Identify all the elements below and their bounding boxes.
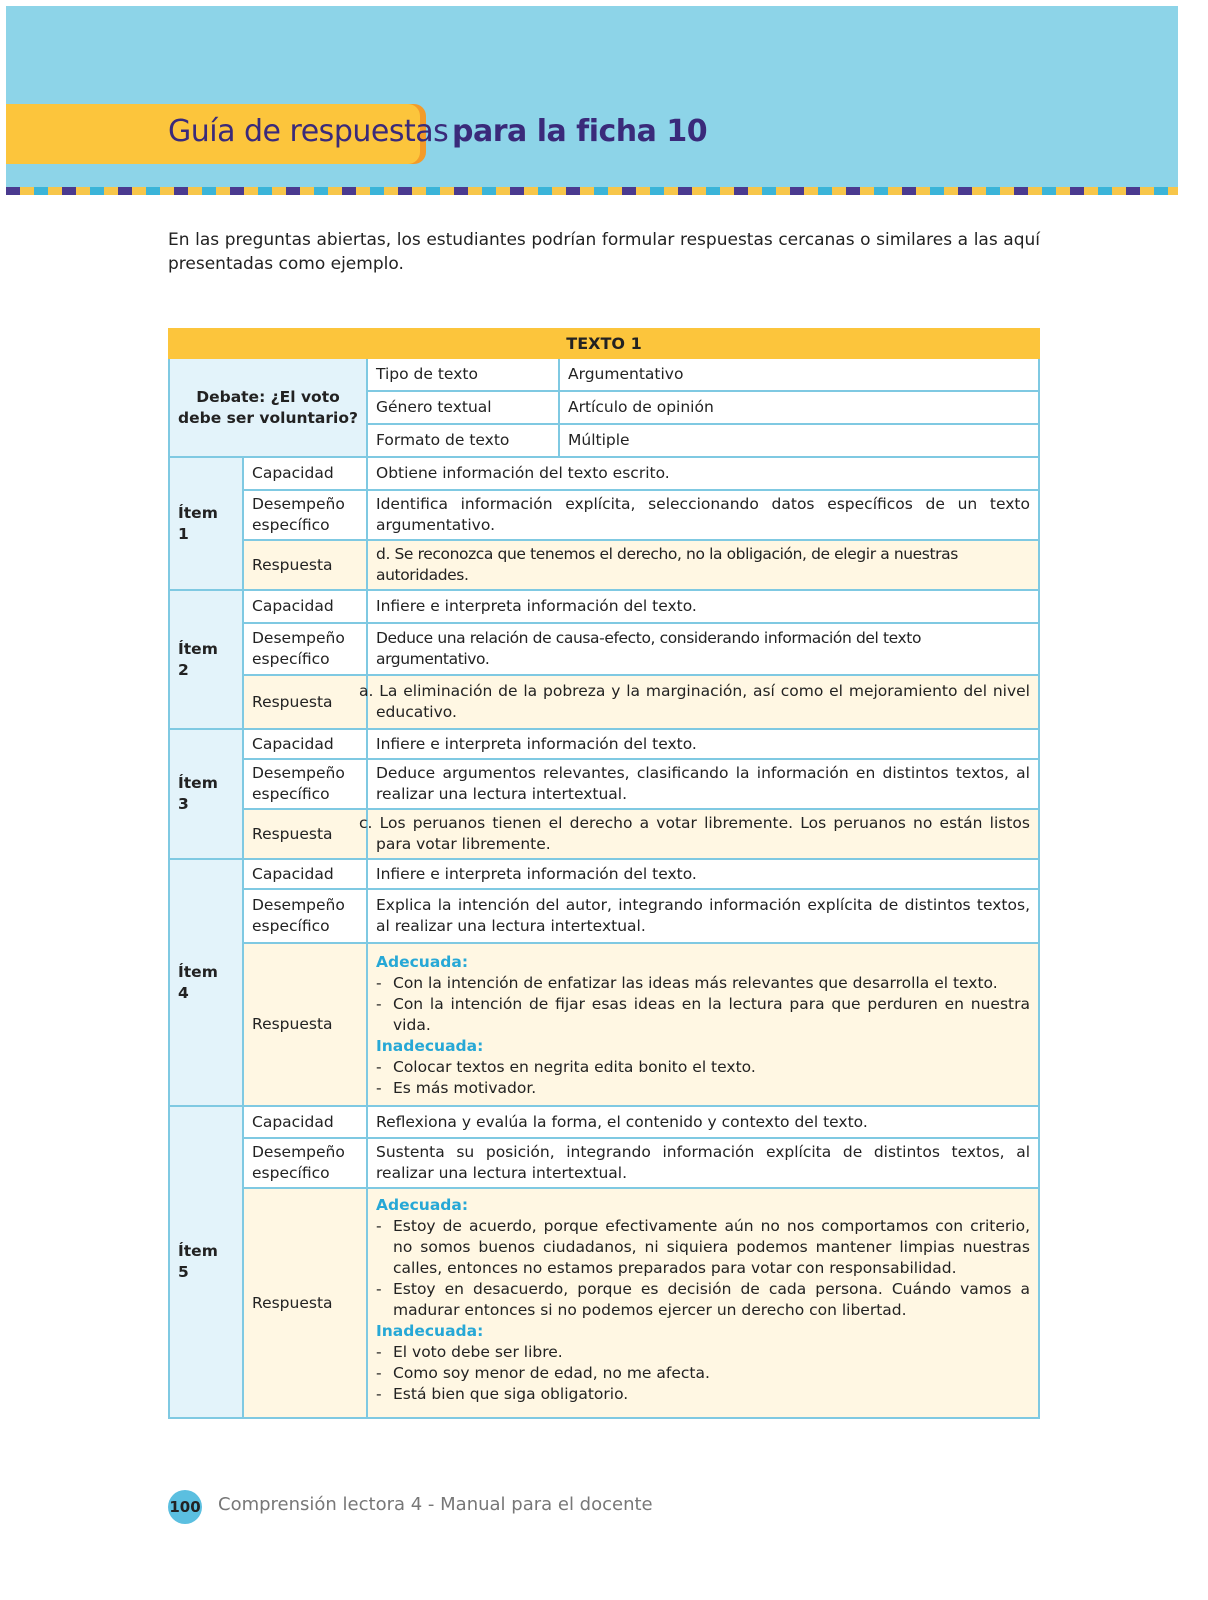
adecuada-list <box>376 1216 1030 1321</box>
item-5-desempeno: Sustenta su posición, integrando información explícita de distintos textos, al realizar una lectura intertextual. <box>367 1138 1039 1188</box>
row-label-respuesta: Respuesta <box>243 675 367 729</box>
row-label-capacidad: Capacidad <box>243 729 367 759</box>
inadecuada-list <box>376 1057 1030 1099</box>
page-number: 100 <box>168 1490 202 1524</box>
meta-value: Múltiple <box>559 424 1039 457</box>
meta-label: Tipo de texto <box>367 358 559 391</box>
item-4-desempeno: Explica la intención del autor, integrando información explícita de distintos textos, al realizar una lectura intertextual. <box>367 889 1039 943</box>
header-banner <box>6 6 1178 194</box>
item-5-capacidad: Reflexiona y evalúa la forma, el contenido y contexto del texto. <box>367 1106 1039 1138</box>
item-3-capacidad: Infiere e interpreta información del texto. <box>367 729 1039 759</box>
meta-label: Formato de texto <box>367 424 559 457</box>
answer-table <box>168 328 1040 1419</box>
item-4-respuesta <box>367 943 1039 1106</box>
list-item: - Con la intención de enfatizar las ideas más relevantes que desarrolla el texto. <box>376 973 1030 994</box>
list-item: - Está bien que siga obligatorio. <box>376 1384 1030 1405</box>
item-5-respuesta <box>367 1188 1039 1418</box>
list-item: - Es más motivador. <box>376 1078 1030 1099</box>
page-title: Guía de respuestas <box>168 114 449 149</box>
adecuada-list <box>376 973 1030 1036</box>
row-label-capacidad: Capacidad <box>243 1106 367 1138</box>
meta-value: Argumentativo <box>559 358 1039 391</box>
debate-title: Debate: ¿El voto debe ser voluntario? <box>169 358 367 457</box>
page-subtitle: para la ficha 10 <box>452 114 708 149</box>
footer-text: Comprensión lectora 4 - Manual para el docente <box>218 1494 653 1515</box>
meta-label: Género textual <box>367 391 559 424</box>
row-label-desempeno: Desempeño específico <box>243 889 367 943</box>
inadecuada-heading: Inadecuada: <box>376 1322 484 1340</box>
row-label-respuesta: Respuesta <box>243 540 367 590</box>
intro-paragraph: En las preguntas abiertas, los estudiantes podrían formular respuestas cercanas o similares a las aquí presentadas como ejemplo. <box>168 230 1040 274</box>
table-header-texto: TEXTO 1 <box>169 329 1039 358</box>
item-3-desempeno: Deduce argumentos relevantes, clasificando la información en distintos textos, al realizar una lectura intertextual. <box>367 759 1039 809</box>
meta-value: Artículo de opinión <box>559 391 1039 424</box>
item-1-desempeno: Identifica información explícita, seleccionando datos específicos de un texto argumentativo. <box>367 490 1039 540</box>
item-1-label: Ítem 1 <box>169 457 243 590</box>
row-label-respuesta: Respuesta <box>243 809 367 859</box>
adecuada-heading: Adecuada: <box>376 953 469 971</box>
item-3-label: Ítem 3 <box>169 729 243 859</box>
list-item: - Con la intención de fijar esas ideas en la lectura para que perduren en nuestra vida. <box>376 994 1030 1036</box>
row-label-capacidad: Capacidad <box>243 457 367 490</box>
row-label-capacidad: Capacidad <box>243 859 367 889</box>
list-item: - Colocar textos en negrita edita bonito el texto. <box>376 1057 1030 1078</box>
item-1-capacidad: Obtiene información del texto escrito. <box>367 457 1039 490</box>
item-2-label: Ítem 2 <box>169 590 243 729</box>
row-label-desempeno: Desempeño específico <box>243 490 367 540</box>
row-label-respuesta: Respuesta <box>243 943 367 1106</box>
list-item: - Estoy en desacuerdo, porque es decisión de cada persona. Cuándo vamos a madurar entonces si no podemos ejercer un derecho con libertad. <box>376 1279 1030 1321</box>
item-3-respuesta: c. Los peruanos tienen el derecho a votar libremente. Los peruanos no están listos para votar libremente. <box>367 809 1039 859</box>
item-2-capacidad: Infiere e interpreta información del texto. <box>367 590 1039 623</box>
row-label-respuesta: Respuesta <box>243 1188 367 1418</box>
inadecuada-heading: Inadecuada: <box>376 1037 484 1055</box>
adecuada-heading: Adecuada: <box>376 1196 469 1214</box>
list-item: - Estoy de acuerdo, porque efectivamente aún no nos comportamos con criterio, no somos buenos ciudadanos, ni siquiera podemos mantener limpias nuestras calles, entonces no estamos preparados para votar con responsabilidad. <box>376 1216 1030 1279</box>
item-1-respuesta: d. Se reconozca que tenemos el derecho, no la obligación, de elegir a nuestras autoridades. <box>367 540 1039 590</box>
item-2-respuesta: a. La eliminación de la pobreza y la marginación, así como el mejoramiento del nivel educativo. <box>367 675 1039 729</box>
inadecuada-list <box>376 1342 1030 1405</box>
row-label-capacidad: Capacidad <box>243 590 367 623</box>
row-label-desempeno: Desempeño específico <box>243 623 367 675</box>
item-2-desempeno: Deduce una relación de causa-efecto, considerando información del texto argumentativo. <box>367 623 1039 675</box>
item-4-capacidad: Infiere e interpreta información del texto. <box>367 859 1039 889</box>
list-item: - Como soy menor de edad, no me afecta. <box>376 1363 1030 1384</box>
row-label-desempeno: Desempeño específico <box>243 1138 367 1188</box>
list-item: - El voto debe ser libre. <box>376 1342 1030 1363</box>
item-4-label: Ítem 4 <box>169 859 243 1106</box>
row-label-desempeno: Desempeño específico <box>243 759 367 809</box>
item-5-label: Ítem 5 <box>169 1106 243 1418</box>
decorative-stripe <box>6 187 1178 195</box>
